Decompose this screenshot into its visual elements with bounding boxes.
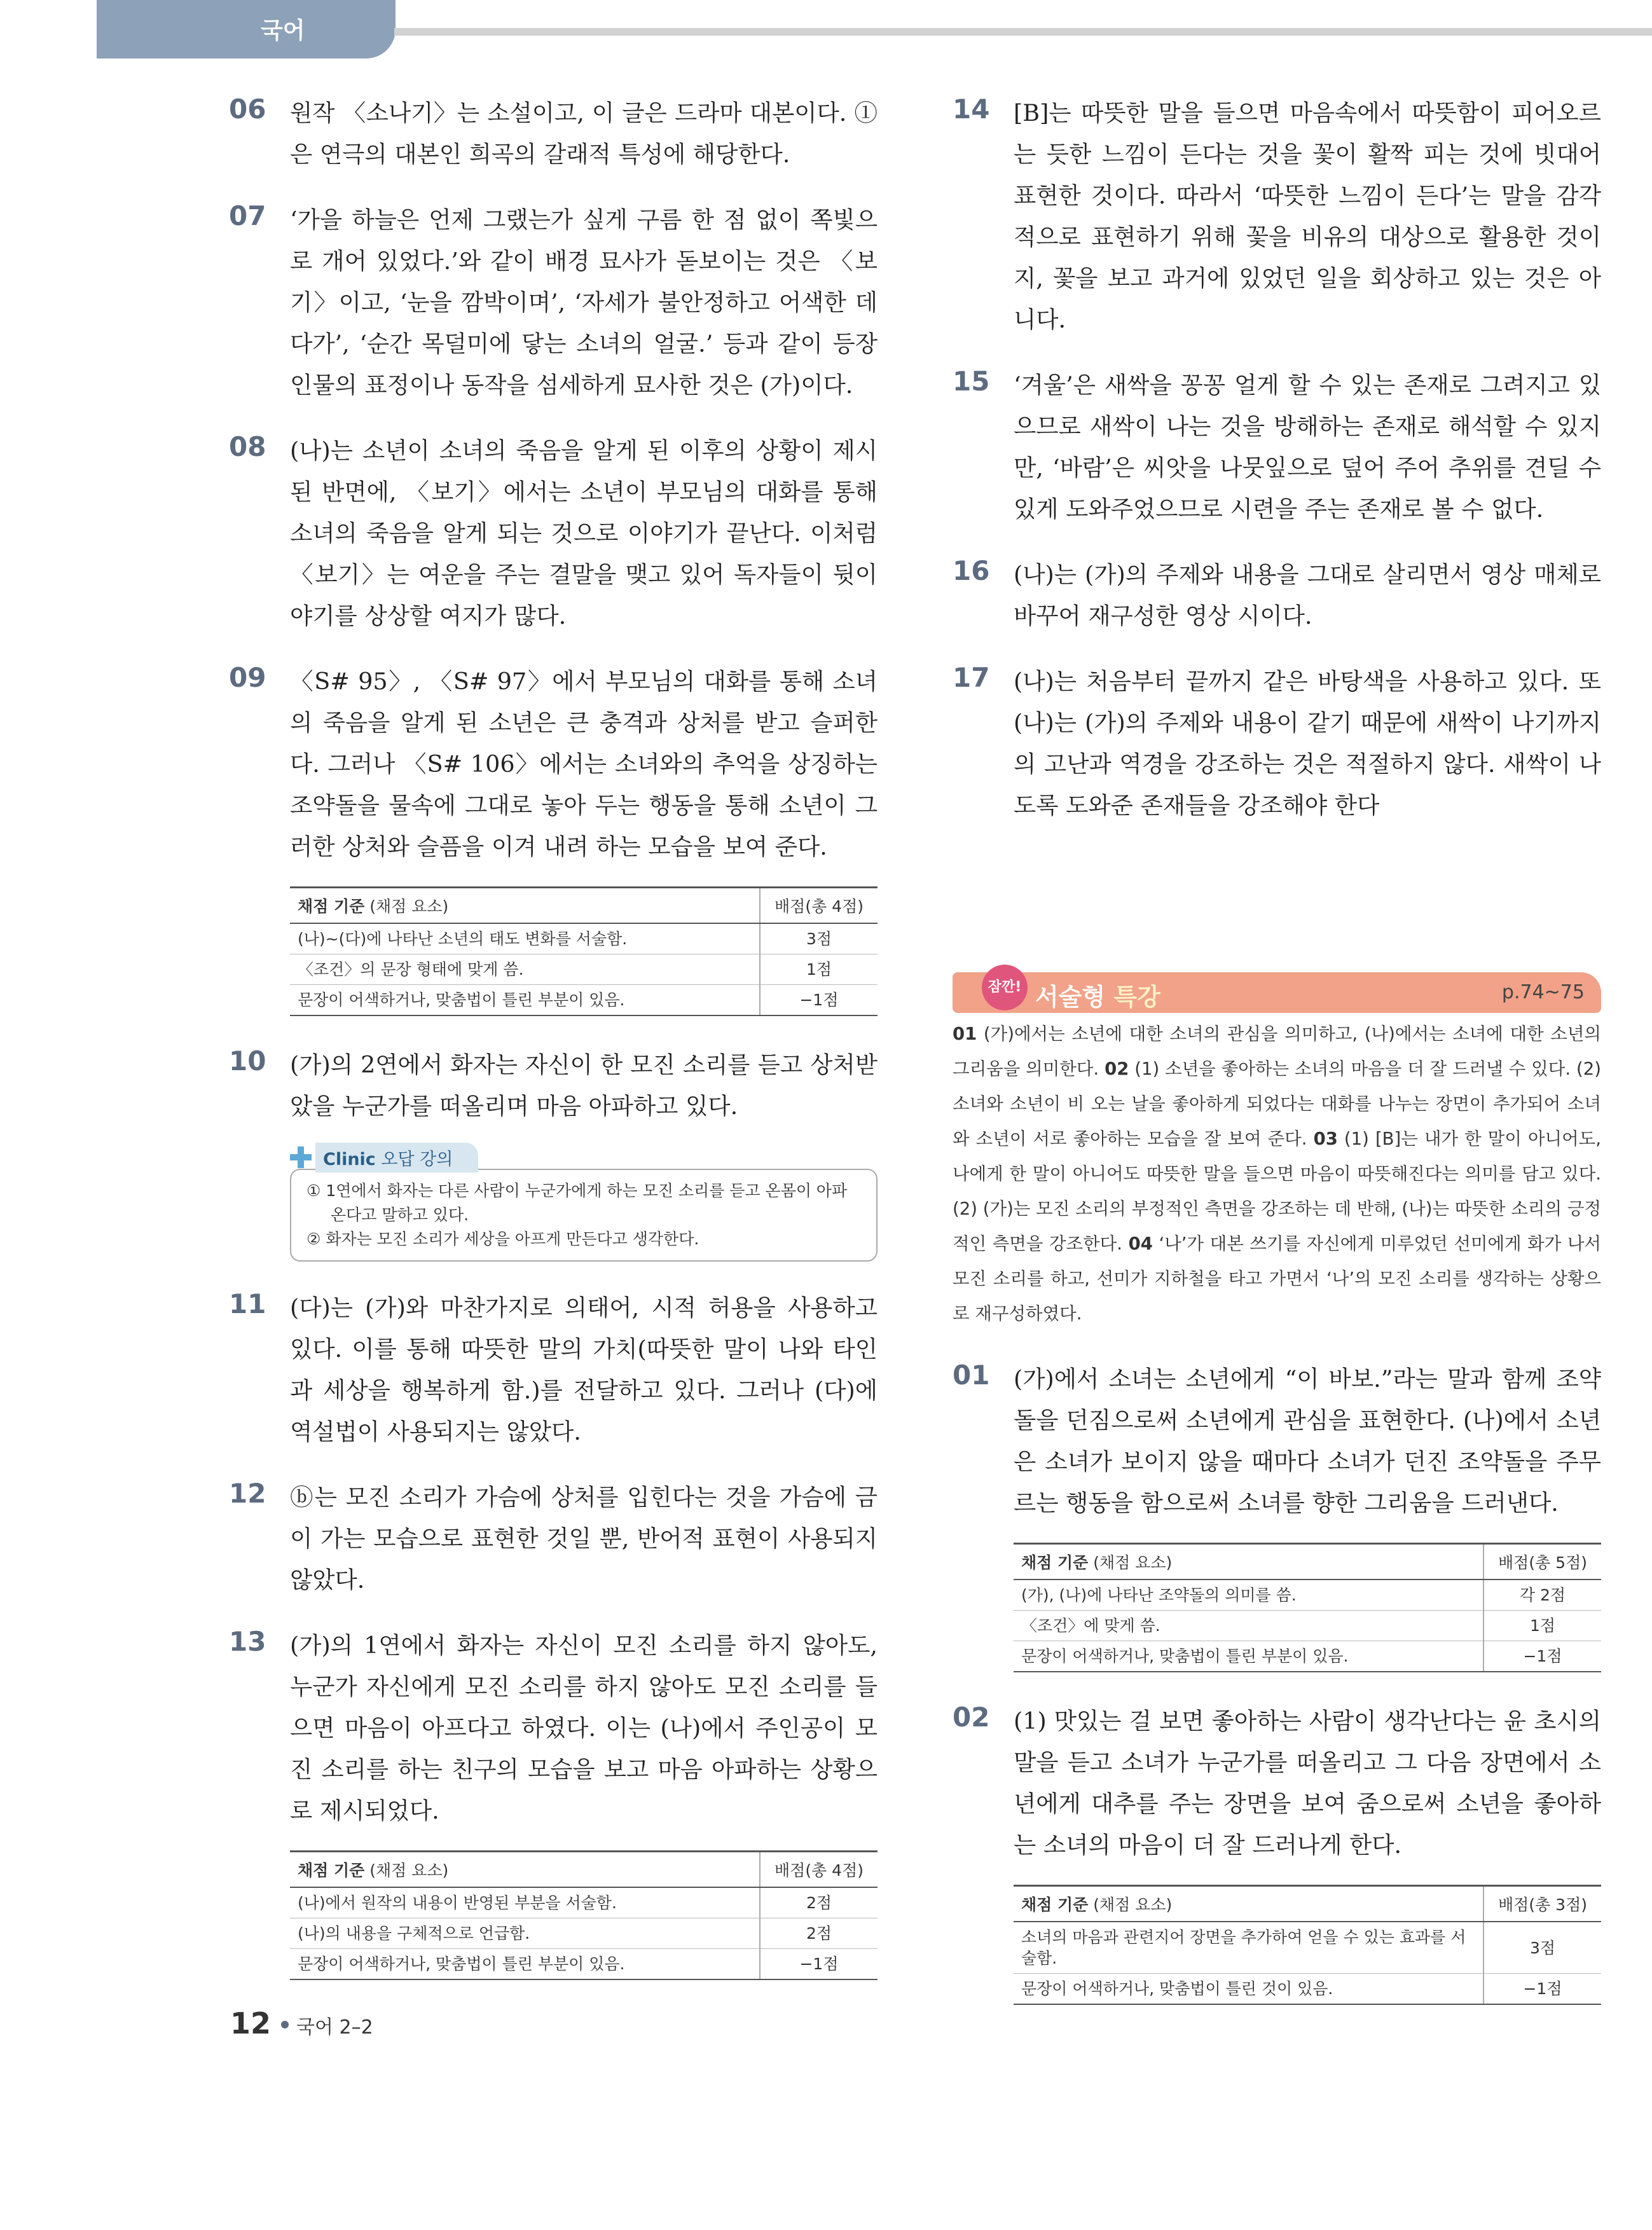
table-row: 문장이 어색하거나, 맞춤법이 틀린 것이 있음. −1점 <box>1014 1974 1601 2005</box>
answer-number: 14 <box>953 93 990 125</box>
answer-item <box>229 661 878 867</box>
answer-number: 13 <box>229 1626 266 1657</box>
answer-item <box>953 661 1601 826</box>
answer-item <box>953 364 1601 530</box>
clinic-line: ② 화자는 모진 소리가 세상을 아프게 만든다고 생각한다. <box>306 1230 699 1248</box>
answer-item <box>953 554 1601 637</box>
answer-number: 06 <box>229 93 266 125</box>
table-row: (나)의 내용을 구체적으로 언급함. 2점 <box>290 1918 878 1949</box>
header-rule <box>394 28 1652 36</box>
answer-number: 08 <box>229 431 266 462</box>
table-row: (가), (나)에 나타난 조약돌의 의미를 씀. 각 2점 <box>1014 1580 1601 1611</box>
answer-item <box>229 1476 878 1600</box>
answer-number: 12 <box>229 1478 266 1509</box>
bullet-icon <box>281 2021 289 2028</box>
answer-item <box>229 1044 878 1127</box>
clinic-line: ① 1연에서 화자는 다른 사람이 누군가에게 하는 모진 소리를 듣고 온몸이 아파 온다고 말하고 있다. <box>306 1181 848 1224</box>
answer-text: (나)는 소년이 소녀의 죽음을 알게 된 이후의 상황이 제시된 반면에, 〈보기〉에서는 소년이 부모님의 대화를 통해 소녀의 죽음을 알게 되는 것으로 이야기가 끝난다. 이처럼 〈보기〉는 여운을 주는 결말을 맺고 있어 독자들이 뒷이야기를 상상할 여지가 많다. <box>290 437 878 630</box>
page-number: 12 <box>230 2006 272 2041</box>
left-column <box>229 92 878 2008</box>
answer-text: (1) 맛있는 걸 보면 좋아하는 사람이 생각난다는 윤 초시의 말을 듣고 소녀가 누군가를 떠올리고 그 다음 장면에서 소년에게 대추를 주는 장면을 보여 줌으로써 소년을 좋아하는 소녀의 마음이 더 잘 드러나게 한다. <box>1014 1707 1601 1859</box>
answer-text: [B]는 따뜻한 말을 들으면 마음속에서 따뜻함이 피어오르는 듯한 느낌이 든다는 것을 꽃이 활짝 피는 것에 빗대어 표현한 것이다. 따라서 ‘따뜻한 느낌이 든다’는 말을 감각적으로 표현하기 위해 꽃을 비유의 대상으로 활용한 것이지, 꽃을 보고 과거에 있었던 일을 회상하고 있는 것은 아니다. <box>1014 99 1601 333</box>
answer-number: 09 <box>229 662 266 693</box>
answer-number: 17 <box>953 662 990 693</box>
subject-tab <box>97 0 396 59</box>
answer-item <box>229 199 878 406</box>
table-header: 채점 기준 (채점 요소) <box>1014 1544 1483 1580</box>
answer-number: 02 <box>953 1702 990 1733</box>
answer-text: ⓑ는 모진 소리가 가슴에 상처를 입힌다는 것을 가슴에 금이 가는 모습으로 표현한 것일 뿐, 반어적 표현이 사용되지 않았다. <box>290 1483 878 1593</box>
table-header-points: 배점(총 3점) <box>1483 1886 1601 1922</box>
plus-icon <box>290 1146 312 1168</box>
clinic-box <box>290 1145 878 1262</box>
answer-item <box>229 1287 878 1452</box>
scoring-table <box>290 886 878 1016</box>
table-row: (나)에서 원작의 내용이 반영된 부분을 서술함. 2점 <box>290 1887 878 1918</box>
answer-text: (가)의 2연에서 화자는 자신이 한 모진 소리를 듣고 상처받았을 누군가를 떠올리며 마음 아파하고 있다. <box>290 1051 878 1120</box>
table-row: 문장이 어색하거나, 맞춤법이 틀린 부분이 있음. −1점 <box>1014 1641 1601 1672</box>
table-header-points: 배점(총 4점) <box>760 888 878 924</box>
answer-number: 10 <box>229 1045 266 1077</box>
clinic-title: Clinic 오답 강의 <box>315 1143 478 1173</box>
subject-label: 국어 <box>261 18 305 44</box>
special-lecture-header <box>953 972 1601 1013</box>
page-reference: p.74~75 <box>1501 981 1585 1003</box>
table-header: 채점 기준 (채점 요소) <box>290 1852 760 1888</box>
answer-text: (나)는 (가)의 주제와 내용을 그대로 살리면서 영상 매체로 바꾸어 재구성한 영상 시이다. <box>1014 561 1601 630</box>
answer-text: (가)에서 소녀는 소년에게 “이 바보.”라는 말과 함께 조약돌을 던짐으로써 소년에게 관심을 표현한다. (나)에서 소년은 소녀가 보이지 않을 때마다 소녀가 던진 조약돌을 주무르는 행동을 함으로써 소녀를 향한 그리움을 드러낸다. <box>1014 1365 1601 1517</box>
special-title: 서술형 특강 <box>1035 983 1160 1011</box>
answer-number: 01 <box>953 1359 990 1391</box>
table-row: 소녀의 마음과 관련지어 장면을 추가하여 얻을 수 있는 효과를 서술함. 3점 <box>1014 1922 1601 1974</box>
scoring-table <box>1014 1543 1601 1672</box>
answer-text: 〈S# 95〉, 〈S# 97〉에서 부모님의 대화를 통해 소녀의 죽음을 알게 된 소년은 큰 충격과 상처를 받고 슬퍼한다. 그러나 〈S# 106〉에서는 소녀와의 추억을 상징하는 조약돌을 물속에 그대로 놓아 두는 행동을 통해 소년이 그러한 상처와 슬픔을 이겨 내려 하는 모습을 보여 준다. <box>290 668 878 860</box>
clinic-content <box>290 1169 878 1262</box>
table-header: 채점 기준 (채점 요소) <box>290 888 760 924</box>
table-row: 〈조건〉의 문장 형태에 맞게 씀. 1점 <box>290 954 878 985</box>
answer-text: 원작 〈소나기〉는 소설이고, 이 글은 드라마 대본이다. ①은 연극의 대본인 희곡의 갈래적 특성에 해당한다. <box>290 99 878 168</box>
answer-text: (다)는 (가)와 마찬가지로 의태어, 시적 허용을 사용하고 있다. 이를 통해 따뜻한 말의 가치(따뜻한 말이 나와 타인과 세상을 행복하게 함.)를 전달하고 있다. 그러나 (다)에 역설법이 사용되지는 않았다. <box>290 1294 878 1445</box>
answer-number: 15 <box>953 366 990 397</box>
answer-text: (가)의 1연에서 화자는 자신이 모진 소리를 하지 않아도, 누군가 자신에게 모진 소리를 하지 않아도 모진 소리를 들으면 마음이 아프다고 하였다. 이는 (나)에서 주인공이 모진 소리를 하는 친구의 모습을 보고 마음 아파하는 상황으로 제시되었다. <box>290 1632 878 1824</box>
answer-text: ‘가을 하늘은 언제 그랬는가 싶게 구름 한 점 없이 쪽빛으로 개어 있었다.’와 같이 배경 묘사가 돋보이는 것은 〈보기〉이고, ‘눈을 깜박이며’, ‘자세가 불안정하고 어색한 데다가’, ‘순간 목덜미에 닿는 소녀의 얼굴.’ 등과 같이 등장인물의 표정이나 동작을 섬세하게 묘사한 것은 (가)이다. <box>290 206 878 399</box>
book-title: 국어 2–2 <box>296 2016 373 2039</box>
answer-number: 11 <box>229 1288 266 1319</box>
table-header-points: 배점(총 5점) <box>1483 1544 1601 1580</box>
answer-number: 07 <box>229 200 266 231</box>
answer-item <box>229 92 878 175</box>
table-row: 문장이 어색하거나, 맞춤법이 틀린 부분이 있음. −1점 <box>290 985 878 1016</box>
table-row: 〈조건〉에 맞게 씀. 1점 <box>1014 1611 1601 1641</box>
answer-item <box>229 1625 878 1831</box>
table-row: (나)~(다)에 나타난 소년의 태도 변화를 서술함. 3점 <box>290 923 878 954</box>
table-header: 채점 기준 (채점 요소) <box>1014 1886 1483 1922</box>
scoring-table <box>1014 1885 1601 2005</box>
special-badge: 잠깐! <box>982 965 1028 1010</box>
special-lecture-body: 01 (가)에서는 소년에 대한 소녀의 관심을 의미하고, (나)에서는 소녀에 대한 소년의 그리움을 의미한다. 02 (1) 소년을 좋아하는 소녀의 마음을 더 잘 드러낼 수 있다. (2) 소녀와 소년이 비 오는 날을 좋아하게 되었다는 대화를 나누는 장면이 추가되어 소녀와 소년이 서로 좋아하는 모습을 잘 보여 준다. 03 (1) [B]는 내가 한 말이 아니어도, 나에게 한 말이 아니어도 따뜻한 말을 들으면 마음이 따뜻해진다는 의미를 담고 있다. (2) (가)는 모진 소리의 부정적인 측면을 강조하는 데 반해, (나)는 따뜻한 소리의 긍정적인 측면을 강조한다. 04 ‘나’가 대본 쓰기를 자신에게 미루었던 선미에게 화가 나서 모진 소리를 하고, 선미가 지하철을 타고 가면서 ‘나’의 모진 소리를 생각하는 상황으로 재구성하였다. <box>953 1024 1601 1324</box>
answer-text: ‘겨울’은 새싹을 꽁꽁 얼게 할 수 있는 존재로 그려지고 있으므로 새싹이 나는 것을 방해하는 존재로 해석할 수 있지만, ‘바람’은 씨앗을 나뭇잎으로 덮어 주어 추위를 견딜 수 있게 도와주었으므로 시련을 주는 존재로 볼 수 없다. <box>1014 371 1601 523</box>
answer-item <box>953 1358 1601 1524</box>
answer-number: 16 <box>953 555 990 586</box>
answer-item <box>953 92 1601 340</box>
answer-item <box>953 1700 1601 1866</box>
special-lecture-box <box>953 972 1601 1332</box>
answer-item <box>229 430 878 637</box>
table-row: 문장이 어색하거나, 맞춤법이 틀린 부분이 있음. −1점 <box>290 1949 878 1980</box>
scoring-table <box>290 1850 878 1980</box>
answer-text: (나)는 처음부터 끝까지 같은 바탕색을 사용하고 있다. 또 (나)는 (가)의 주제와 내용이 같기 때문에 새싹이 나기까지의 고난과 역경을 강조하는 것은 적절하지 않다. 새싹이 나도록 도와준 존재들을 강조해야 한다 <box>1014 668 1601 819</box>
page-footer <box>230 2006 373 2041</box>
right-column <box>953 92 1601 2033</box>
table-header-points: 배점(총 4점) <box>760 1852 878 1888</box>
